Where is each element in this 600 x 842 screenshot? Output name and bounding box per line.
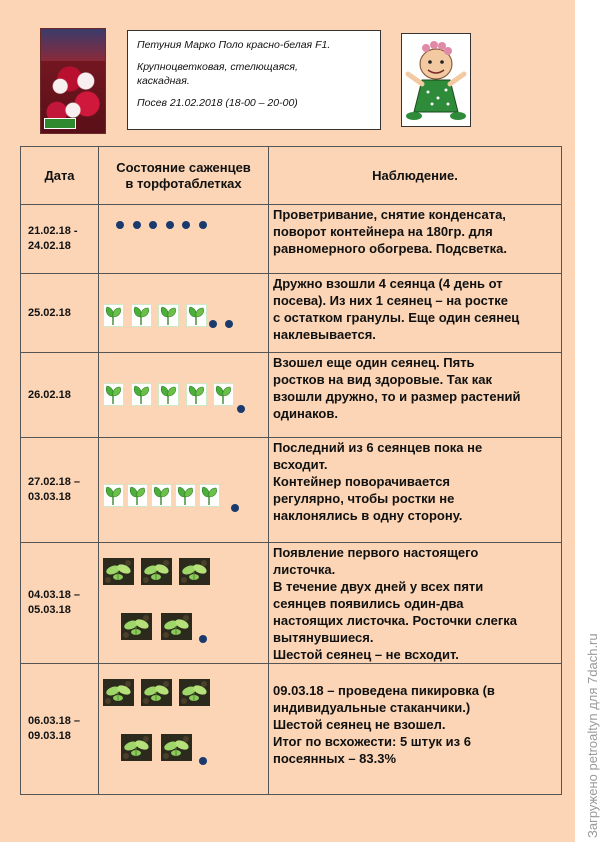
sprout-icon xyxy=(213,383,234,406)
table-row xyxy=(21,664,562,795)
seed-dot-icon xyxy=(225,320,233,328)
row-state xyxy=(99,664,269,795)
row-state xyxy=(99,205,269,274)
seed-dot-icon xyxy=(166,221,174,229)
row-date: 04.03.18 – 05.03.18 xyxy=(21,543,99,664)
table-row xyxy=(21,353,562,438)
row-observation: Дружно взошли 4 сеянца (4 день от посева). Из них 1 сеянец – на ростке с остатком гранулы. Еще один сеянец наклевывается. xyxy=(269,274,562,353)
row-date: 21.02.18 - 24.02.18 xyxy=(21,205,99,274)
header-state: Состояние саженцев в торфотаблетках xyxy=(99,147,269,205)
seedling-observation-table xyxy=(20,146,562,795)
seedling-photo-icon xyxy=(141,558,172,585)
table-row xyxy=(21,205,562,274)
sprout-icon xyxy=(103,304,124,327)
seedling-photo-icon xyxy=(179,558,210,585)
seed-dot-icon xyxy=(199,221,207,229)
watermark: Загружено petroaltyn для 7dach.ru xyxy=(585,633,600,838)
row-date: 06.03.18 – 09.03.18 xyxy=(21,664,99,795)
sprout-icon xyxy=(186,304,207,327)
row-observation: Появление первого настоящего листочка. В течение двух дней у всех пяти сеянцев появились один-два настоящих листочка. Росточки слегка вытянувшиеся. Шестой сеянец – не всходит. xyxy=(269,543,562,664)
sprout-icon xyxy=(103,484,124,507)
variety-info-box xyxy=(127,30,381,130)
packet-header-decor xyxy=(41,29,105,61)
sprout-icon xyxy=(158,304,179,327)
row-state xyxy=(99,543,269,664)
sprout-icon xyxy=(186,383,207,406)
seed-dot-icon xyxy=(209,320,217,328)
seed-dot-icon xyxy=(237,405,245,413)
sprout-icon xyxy=(131,383,152,406)
seedling-photo-icon xyxy=(121,613,152,640)
seedling-photo-icon xyxy=(121,734,152,761)
row-observation: Проветривание, снятие конденсата, поворот контейнера на 180гр. для равномерного обогрева. Подсветка. xyxy=(269,205,562,274)
row-state xyxy=(99,274,269,353)
sprout-icon xyxy=(175,484,196,507)
seedling-photo-icon xyxy=(161,613,192,640)
variety-description: Крупноцветковая, стелющаяся, каскадная. xyxy=(137,61,298,87)
seed-dot-icon xyxy=(199,757,207,765)
sprout-icon xyxy=(199,484,220,507)
variety-name: Петуния Марко Поло красно-белая F1. xyxy=(137,39,331,51)
seed-dot-icon xyxy=(149,221,157,229)
seed-dot-icon xyxy=(231,504,239,512)
cartoon-girl-icon xyxy=(401,33,471,127)
seedling-photo-icon xyxy=(103,558,134,585)
sprout-icon xyxy=(151,484,172,507)
sprout-icon xyxy=(131,304,152,327)
packet-brand-decor xyxy=(44,118,76,129)
table-header-row xyxy=(21,147,562,205)
seed-dot-icon xyxy=(199,635,207,643)
row-state xyxy=(99,353,269,438)
seedling-photo-icon xyxy=(103,679,134,706)
sowing-date: Посев 21.02.2018 (18-00 – 20-00) xyxy=(137,97,298,109)
header-date: Дата xyxy=(21,147,99,205)
sprout-icon xyxy=(127,484,148,507)
seed-dot-icon xyxy=(182,221,190,229)
petunia-seed-packet-photo xyxy=(40,28,106,134)
seedling-photo-icon xyxy=(179,679,210,706)
row-observation: 09.03.18 – проведена пикировка (в индивидуальные стаканчики.) Шестой сеянец не взошел. Итог по всхожести: 5 штук из 6 посеянных – 83.3% xyxy=(269,664,562,795)
table-row xyxy=(21,543,562,664)
header-observation: Наблюдение. xyxy=(269,147,562,205)
seed-dot-icon xyxy=(133,221,141,229)
seedling-photo-icon xyxy=(141,679,172,706)
row-date: 26.02.18 xyxy=(21,353,99,438)
sprout-icon xyxy=(158,383,179,406)
table-row xyxy=(21,438,562,543)
seedling-photo-icon xyxy=(161,734,192,761)
row-state xyxy=(99,438,269,543)
seed-dot-icon xyxy=(116,221,124,229)
table-row xyxy=(21,274,562,353)
row-date: 27.02.18 – 03.03.18 xyxy=(21,438,99,543)
row-observation: Последний из 6 сеянцев пока не всходит. Контейнер поворачивается регулярно, чтобы ростки не наклонялись в одну сторону. xyxy=(269,438,562,543)
row-observation: Взошел еще один сеянец. Пять ростков на вид здоровые. Так как взошли дружно, то и размер растений одинаков. xyxy=(269,353,562,438)
row-date: 25.02.18 xyxy=(21,274,99,353)
sprout-icon xyxy=(103,383,124,406)
